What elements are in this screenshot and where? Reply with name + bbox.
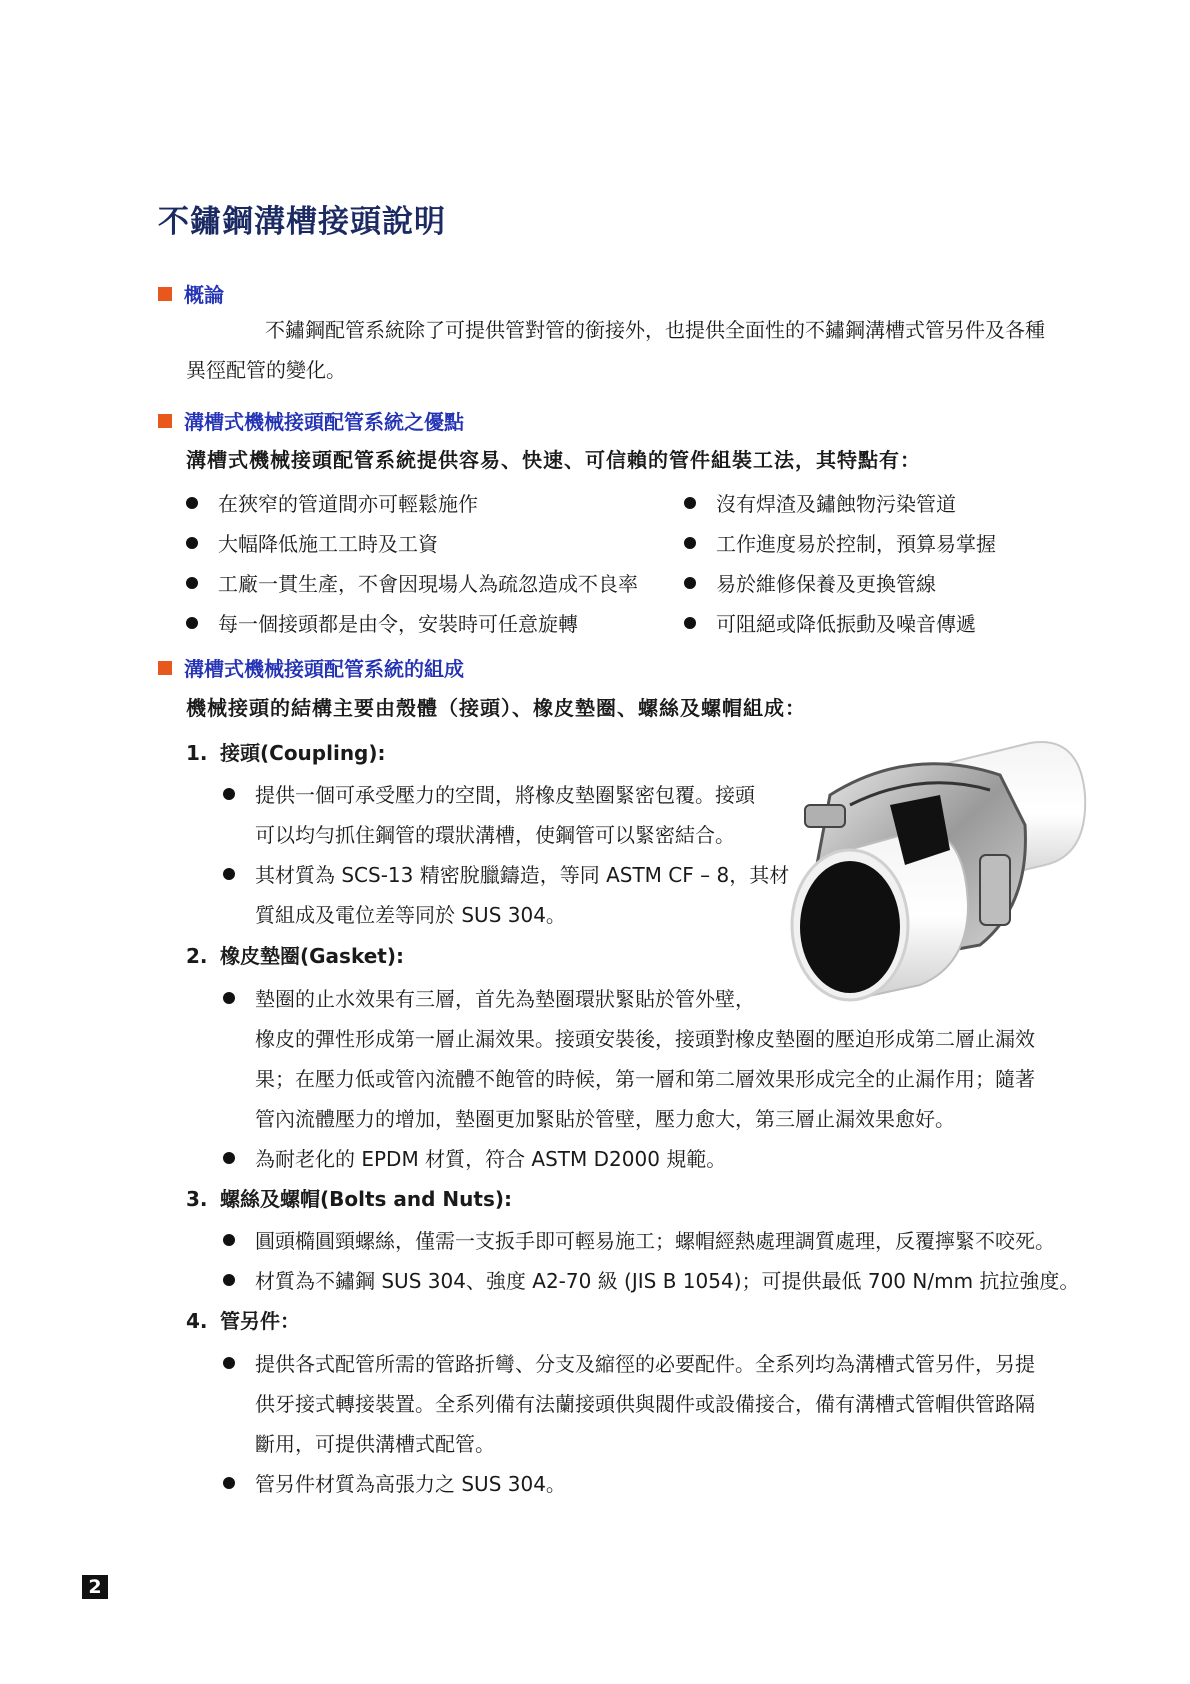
section-heading-advantages <box>158 406 464 435</box>
numbered-item-heading: 3. 螺絲及螺帽(Bolts and Nuts): <box>186 1187 513 1211</box>
page-title: 不鏽鋼溝槽接頭說明 <box>158 204 446 240</box>
advantages-intro: 溝槽式機械接頭配管系統提供容易、快速、可信賴的管件組裝工法，其特點有： <box>186 448 921 472</box>
list-item: 墊圈的止水效果有三層，首先為墊圈環狀緊貼於管外壁， <box>223 983 755 1012</box>
bullet-icon <box>223 1234 235 1246</box>
list-item: 每一個接頭都是由令，安裝時可任意旋轉 <box>186 608 578 637</box>
coupling-illustration <box>790 735 1090 1015</box>
list-item: 提供一個可承受壓力的空間，將橡皮墊圈緊密包覆。接頭 <box>223 779 755 808</box>
list-item: 大幅降低施工工時及工資 <box>186 528 438 557</box>
list-item: 為耐老化的 EPDM 材質，符合 ASTM D2000 規範。 <box>223 1143 726 1172</box>
list-item: 材質為不鏽鋼 SUS 304、強度 A2-70 級 (JIS B 1054)；可提供最低 700 N/mm 抗拉強度。 <box>223 1265 1079 1294</box>
list-item: 在狹窄的管道間亦可輕鬆施作 <box>186 488 478 517</box>
bullet-icon <box>223 1477 235 1489</box>
page-number: 2 <box>82 1575 108 1599</box>
bullet-icon <box>684 617 696 629</box>
overview-paragraph-line: 不鏽鋼配管系統除了可提供管對管的銜接外，也提供全面性的不鏽鋼溝槽式管另件及各種 <box>265 318 1045 342</box>
overview-paragraph-line: 異徑配管的變化。 <box>186 358 346 382</box>
bullet-icon <box>223 1357 235 1369</box>
section-heading-text: 溝槽式機械接頭配管系統的組成 <box>184 657 464 681</box>
bullet-icon <box>684 497 696 509</box>
list-item-continuation: 橡皮的彈性形成第一層止漏效果。接頭安裝後，接頭對橡皮墊圈的壓迫形成第二層止漏效 <box>255 1027 1035 1051</box>
square-bullet-icon <box>158 287 172 301</box>
numbered-item-heading: 4. 管另件： <box>186 1309 300 1333</box>
composition-intro: 機械接頭的結構主要由殼體（接頭）、橡皮墊圈、螺絲及螺帽組成： <box>186 696 806 720</box>
list-item-continuation: 斷用，可提供溝槽式配管。 <box>255 1432 495 1456</box>
bullet-icon <box>186 617 198 629</box>
list-item: 其材質為 SCS-13 精密脫臘鑄造，等同 ASTM CF – 8，其材 <box>223 859 789 888</box>
bullet-icon <box>684 537 696 549</box>
bullet-icon <box>223 788 235 800</box>
list-item: 易於維修保養及更換管線 <box>684 568 936 597</box>
list-item: 工作進度易於控制，預算易掌握 <box>684 528 996 557</box>
bullet-icon <box>223 992 235 1004</box>
square-bullet-icon <box>158 414 172 428</box>
section-heading-composition <box>158 653 464 682</box>
list-item-continuation: 果；在壓力低或管內流體不飽管的時候，第一層和第二層效果形成完全的止漏作用；隨著 <box>255 1067 1035 1091</box>
list-item: 沒有焊渣及鏽蝕物污染管道 <box>684 488 956 517</box>
list-item: 圓頭橢圓頸螺絲，僅需一支扳手即可輕易施工；螺帽經熱處理調質處理，反覆擰緊不咬死。 <box>223 1225 1055 1254</box>
list-item-continuation: 可以均勻抓住鋼管的環狀溝槽，使鋼管可以緊密結合。 <box>255 823 735 847</box>
bullet-icon <box>223 868 235 880</box>
list-item-continuation: 管內流體壓力的增加，墊圈更加緊貼於管壁，壓力愈大，第三層止漏效果愈好。 <box>255 1107 955 1131</box>
bullet-icon <box>186 537 198 549</box>
section-heading-text: 概論 <box>184 283 224 307</box>
square-bullet-icon <box>158 661 172 675</box>
bullet-icon <box>186 497 198 509</box>
section-heading-overview <box>158 279 224 308</box>
list-item: 管另件材質為高張力之 SUS 304。 <box>223 1468 566 1497</box>
bullet-icon <box>684 577 696 589</box>
list-item: 工廠一貫生產，不會因現場人為疏忽造成不良率 <box>186 568 638 597</box>
bullet-icon <box>223 1152 235 1164</box>
list-item-continuation: 質組成及電位差等同於 SUS 304。 <box>255 903 566 927</box>
bullet-icon <box>186 577 198 589</box>
section-heading-text: 溝槽式機械接頭配管系統之優點 <box>184 410 464 434</box>
numbered-item-heading: 2. 橡皮墊圈(Gasket): <box>186 944 404 968</box>
list-item: 提供各式配管所需的管路折彎、分支及縮徑的必要配件。全系列均為溝槽式管另件，另提 <box>223 1348 1035 1377</box>
numbered-item-heading: 1. 接頭(Coupling): <box>186 741 386 765</box>
list-item-continuation: 供牙接式轉接裝置。全系列備有法蘭接頭供與閥件或設備接合，備有溝槽式管帽供管路隔 <box>255 1392 1035 1416</box>
bullet-icon <box>223 1274 235 1286</box>
list-item: 可阻絕或降低振動及噪音傳遞 <box>684 608 976 637</box>
